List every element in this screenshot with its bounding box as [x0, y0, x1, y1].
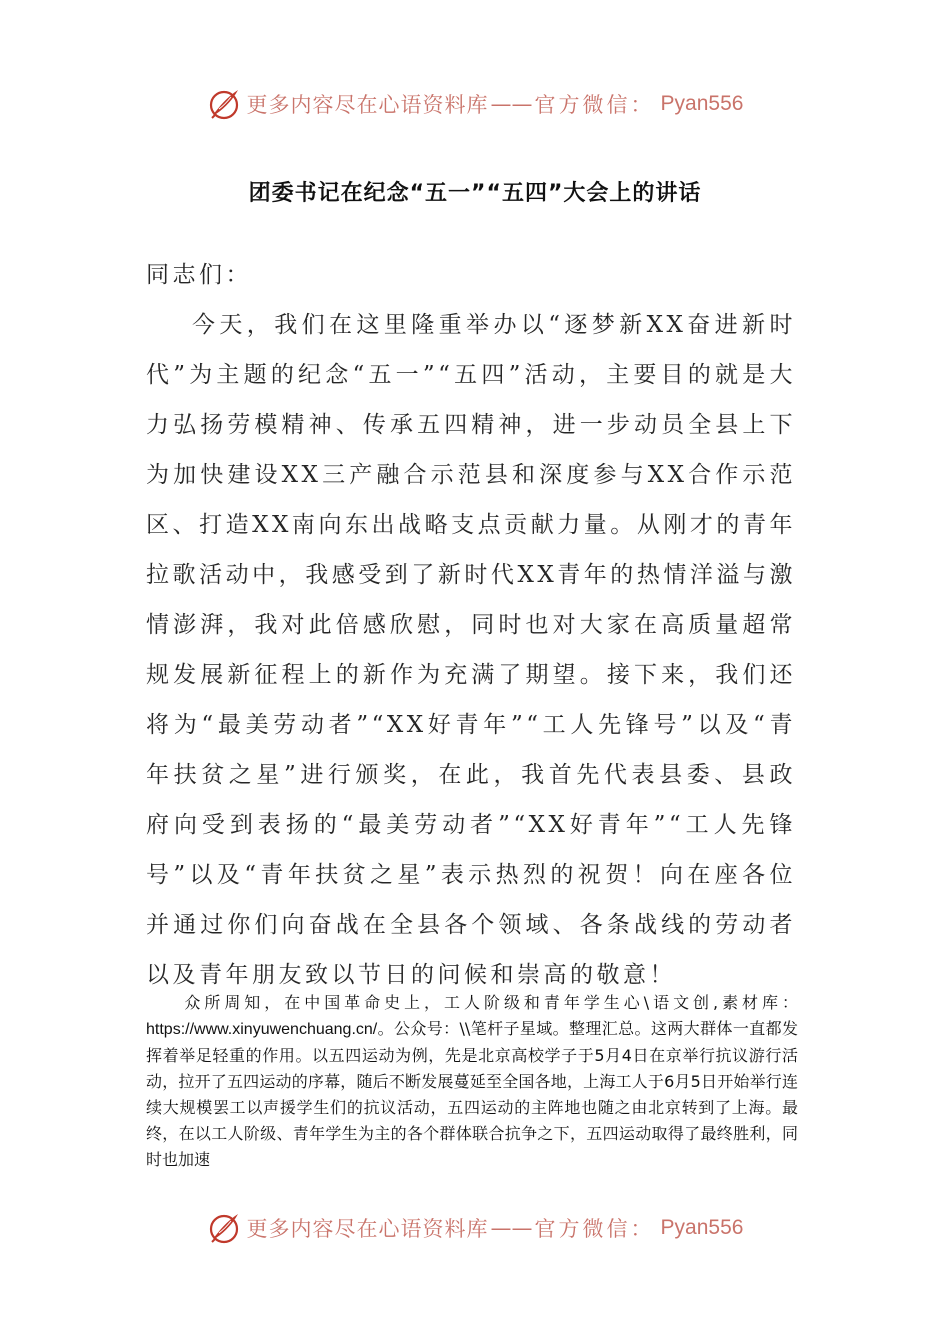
body-paragraph-part-a: 众所周知，在中国革命史上，工人阶级和青年学生心\语文创,素材库： [184, 993, 798, 1012]
footer-banner [0, 1208, 950, 1248]
body-paragraph-part-b: 。公众号：\\笔杆子星域。整理汇总。这两大群体一直都发挥着举足轻重的作用。以五四运动为例，先是北京高校学子于5月4日在京举行抗议游行活动，拉开了五四运动的序幕，随后不断发展蔓延至全国各地，上海工人于6月5日开始举行连续大规模罢工以声援学生们的抗议活动，五四运动的主阵地也随之由北京转到了上海。最终，在以工人阶级、青年学生为主的各个群体联合抗争之下，五四运动取得了最终胜利，同时也加速 [146, 1019, 798, 1169]
document-title: 团委书记在纪念“五一”“五四”大会上的讲话 [248, 181, 702, 206]
body-paragraph [146, 990, 798, 1173]
header-banner [0, 84, 950, 124]
salutation: 同志们： [146, 262, 252, 288]
banner-wechat-id: Pyan556 [660, 1216, 744, 1239]
quill-pen-logo-icon [207, 1211, 241, 1245]
banner-wechat-label: 官方微信： [534, 93, 655, 117]
quill-pen-logo-icon [207, 87, 241, 121]
banner-dash: —— [490, 92, 533, 116]
speech-paragraph: 今天，我们在这里隆重举办以“逐梦新XX奋进新时代”为主题的纪念“五一”“五四”活动，主要目的就是大力弘扬劳模精神、传承五四精神，进一步动员全县上下为加快建设XX三产融合示范县和深度参与XX合作示范区、打造XX南向东出战略支点贡献力量。从刚才的青年拉歌活动中，我感受到了新时代XX青年的热情洋溢与激情澎湃，我对此倍感欣慰，同时也对大家在高质量超常规发展新征程上的新作为充满了期望。接下来，我们还将为“最美劳动者”“XX好青年”“工人先锋号”以及“青年扶贫之星”进行颁奖，在此，我首先代表县委、县政府向受到表扬的“最美劳动者”“XX好青年”“工人先锋号”以及“青年扶贫之星”表示热烈的祝贺！向在座各位并通过你们向奋战在全县各个领域、各条战线的劳动者以及青年朋友致以节日的问候和崇高的敬意！ [146, 312, 796, 988]
website-url: https://www.xinyuwenchuang.cn/ [146, 1021, 378, 1038]
banner-wechat-label: 官方微信： [534, 1217, 655, 1241]
banner-brand-text: 更多内容尽在心语资料库 [246, 1217, 489, 1241]
banner-dash: —— [490, 1216, 533, 1240]
banner-wechat-id: Pyan556 [660, 92, 744, 115]
body-paragraph-block [146, 990, 798, 1173]
speech-body [146, 250, 796, 1000]
banner-brand-text: 更多内容尽在心语资料库 [246, 93, 489, 117]
